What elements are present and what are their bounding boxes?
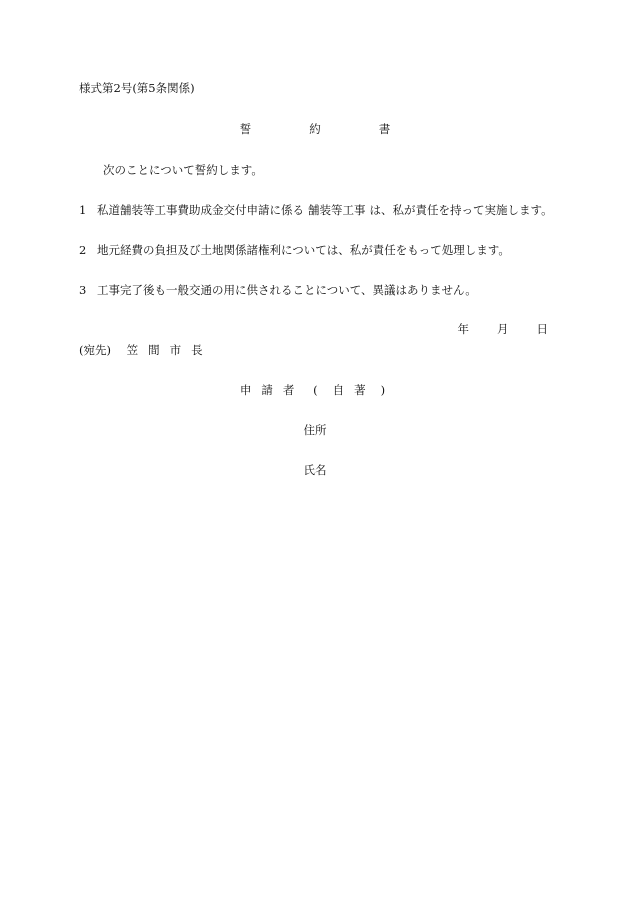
item-subject: 舗装等工事 <box>308 203 366 217</box>
pledge-item-1 <box>79 203 553 217</box>
paren-open: ( <box>313 383 318 397</box>
applicant-char: 請 <box>261 383 273 397</box>
title-char: 約 <box>309 122 321 136</box>
addressee-char: 笠 <box>126 343 139 357</box>
addressee-prefix: (宛先) <box>79 343 111 357</box>
item-number: 2 <box>79 243 87 257</box>
address-label: 住所 <box>303 423 327 437</box>
item-number: 3 <box>79 283 87 297</box>
applicant-char: 申 <box>239 383 252 397</box>
paren-close: ) <box>380 383 386 397</box>
date-month-label: 月 <box>497 322 509 336</box>
applicant-label <box>235 383 300 397</box>
title-char: 誓 <box>239 122 252 136</box>
addressee <box>79 343 213 357</box>
date-day-label: 日 <box>536 322 548 336</box>
title-char: 書 <box>378 122 391 136</box>
signature-char: 自 <box>332 383 345 397</box>
addressee-char: 長 <box>191 343 203 357</box>
item-text-after: は、私が責任を持って実施します。 <box>369 203 553 217</box>
item-number: 1 <box>79 203 87 217</box>
addressee-char: 間 <box>148 343 160 357</box>
intro-text: 次のことについて誓約します。 <box>103 163 263 177</box>
item-text-before: 私道舗装等工事費助成金交付申請に係る <box>97 203 304 217</box>
pledge-item-3 <box>79 283 477 297</box>
signature-note <box>328 383 371 397</box>
date-field <box>458 322 549 336</box>
date-year-label: 年 <box>457 322 469 336</box>
name-label: 氏名 <box>303 463 327 477</box>
addressee-char: 市 <box>169 343 182 357</box>
form-number: 様式第2号(第5条関係) <box>79 81 195 95</box>
applicant-char: 者 <box>282 383 295 397</box>
signature-char: 著 <box>354 383 366 397</box>
document-title <box>0 122 630 136</box>
applicant-heading <box>0 383 630 397</box>
item-text: 地元経費の負担及び土地関係諸権利については、私が責任をもって処理します。 <box>97 243 510 257</box>
item-text: 工事完了後も一般交通の用に供されることについて、異議はありません。 <box>97 283 477 297</box>
addressee-name <box>127 343 213 357</box>
pledge-item-2 <box>79 243 510 257</box>
